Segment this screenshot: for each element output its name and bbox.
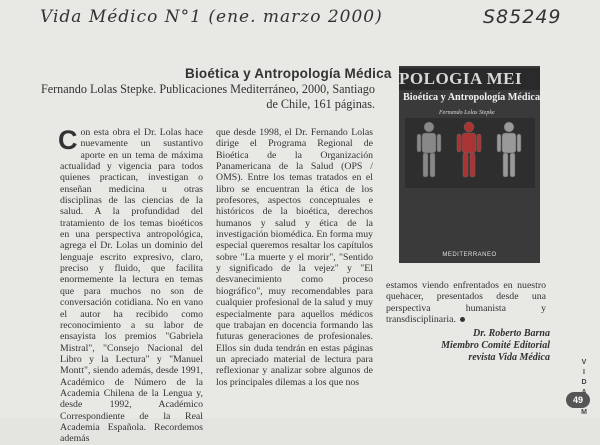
cover-title: Bioética y Antropología Médica bbox=[403, 92, 541, 103]
drop-cap: C bbox=[58, 125, 78, 155]
article-column-2 bbox=[216, 127, 373, 388]
article-column-3 bbox=[386, 280, 546, 326]
article-column-1-text: on esta obra el Dr. Lolas hace nuevamente un sustantivo aporte en un tema de máxima actualidad y vigencia para todos quienes practican, investigan o enseñan medicina u otras disciplinas de las ciencias de la salud. A la profundidad del tratamiento de los temas bioéticos en una perspectiva antropológica, agrega el Dr. Lolas un dominio del lenguaje escrito expresivo, claro, preciso y fluido, que facilita enormemente la lectura en temas que para muchos no son de conversación cotidiana. No en vano el autor ha recibido como reconocimiento a su labor de ensayista los premios "Gabriela Mistral", "Consejo Nacional del Libro y la Lectura" y "Manuel Montt", siendo además, desde 1991, Académico de Número de la Academia Chilena de la Lengua y, desde 1992, Académico Correspondiente de la Real Academia Española. Recordemos además bbox=[60, 127, 203, 445]
reviewer-name: Dr. Roberto Barna bbox=[473, 328, 550, 339]
cover-band-text: POLOGIA MEI bbox=[399, 68, 540, 90]
article-column-3-text: estamos viendo enfrentados en nuestro quehacer, presentados desde una perspectiva humanista y transdisciplinaria. bbox=[386, 280, 546, 326]
journal-side-label: V I D M bbox=[581, 359, 587, 416]
reviewer-journal: revista Vida Médica bbox=[468, 352, 550, 363]
handwritten-source-note: Vida Médico N°1 (ene. marzo 2000) bbox=[40, 7, 383, 27]
page-number-badge: 49 bbox=[566, 392, 590, 408]
reviewer-signature bbox=[386, 328, 550, 364]
cover-publisher: MEDITERRANEO bbox=[442, 252, 497, 258]
article-column-2-text: que desde 1998, el Dr. Fernando Lolas dirige el Programa Regional de Bioética de la Organización Panamericana de la Salud (OPS / OMS). Entre los temas tratados en el libro se encuentran la ética de los profesores, aspectos conceptuales e históricos de la bioética, derechos humanos y salud y ética de la investigación biomédica. En forma muy especial queremos resaltar los capítulos sobre "La muerte y el morir", "Sentido y significado de la vejez" y "El desvanecimiento como proceso biográfico", muy recomendables para cualquier profesional de la salud y muy especialmente para aquellos médicos que trabajan en docencia formando las futuras generaciones de profesionales. Ellos sin duda tendrán en estas páginas un apreciado material de lectura para reflexionar y analizar sobre algunos de los principales dilemas a los que nos bbox=[216, 127, 373, 388]
book-byline: Fernando Lolas Stepke. Publicaciones Mediterráneo, 2000, Santiago de Chile, 161 páginas. bbox=[40, 82, 375, 111]
review-title: Bioética y Antropología Médica bbox=[185, 66, 392, 81]
book-cover-image bbox=[399, 66, 540, 263]
reviewer-role: Miembro Comité Editorial bbox=[441, 340, 550, 351]
cover-author: Fernando Lolas Stepke bbox=[439, 110, 495, 116]
catalog-stamp-code: S85249 bbox=[483, 6, 562, 28]
anatomical-figures-icon bbox=[405, 118, 535, 188]
article-column-1 bbox=[58, 125, 203, 445]
end-of-article-bullet-icon bbox=[460, 317, 465, 322]
